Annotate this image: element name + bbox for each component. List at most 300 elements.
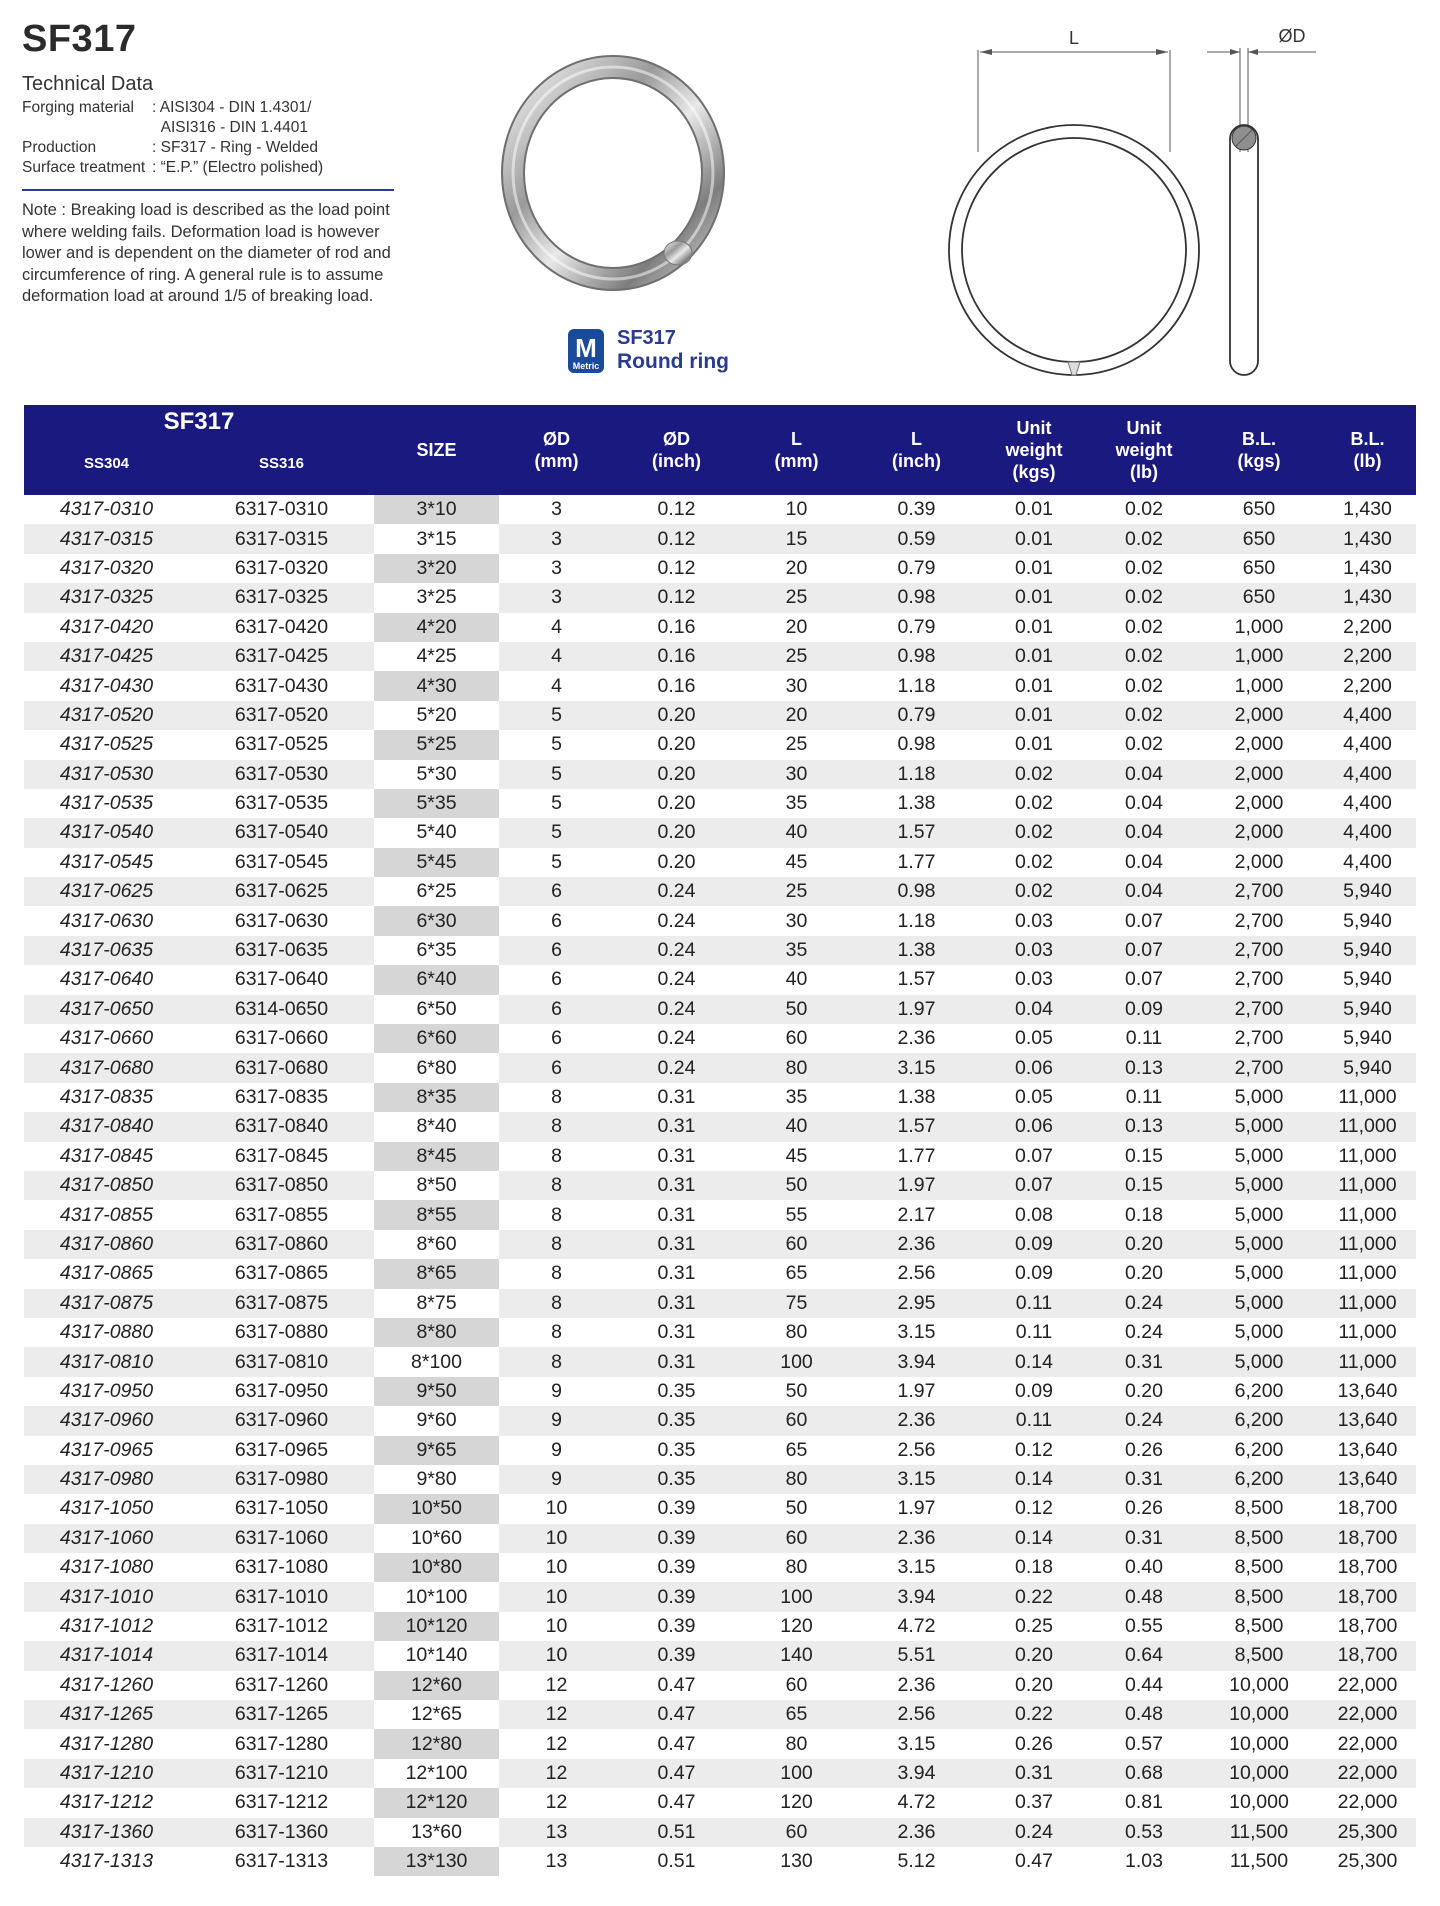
cell-size: 4*20: [374, 613, 499, 642]
cell-bl-lb: 5,940: [1319, 936, 1416, 965]
cell-l-mm: 25: [739, 730, 854, 759]
table-row: [24, 1053, 1416, 1082]
cell-l-inch: 1.18: [854, 671, 979, 700]
cell-l-inch: 3.15: [854, 1553, 979, 1582]
cell-d-inch: 0.31: [614, 1347, 739, 1376]
cell-bl-lb: 11,000: [1319, 1259, 1416, 1288]
cell-l-mm: 35: [739, 789, 854, 818]
cell-d-mm: 3: [499, 583, 614, 612]
table-row: [24, 1700, 1416, 1729]
cell-size: 12*60: [374, 1671, 499, 1700]
cell-bl-kgs: 650: [1199, 554, 1319, 583]
header-group-label: SF317: [163, 408, 235, 435]
cell-l-inch: 1.77: [854, 1142, 979, 1171]
table-row: [24, 1406, 1416, 1435]
cell-ss316-code: 6317-1260: [189, 1671, 374, 1700]
cell-weight-kgs: 0.01: [979, 671, 1089, 700]
cell-ss316-code: 6317-1280: [189, 1729, 374, 1758]
cell-size: 6*60: [374, 1024, 499, 1053]
cell-bl-lb: 2,200: [1319, 671, 1416, 700]
spec-value: AISI316 - DIN 1.4401: [152, 119, 308, 136]
cell-l-mm: 60: [739, 1524, 854, 1553]
cell-d-inch: 0.39: [614, 1553, 739, 1582]
cell-l-inch: 1.18: [854, 906, 979, 935]
table-row: [24, 1436, 1416, 1465]
cell-bl-kgs: 8,500: [1199, 1612, 1319, 1641]
cell-weight-lb: 0.04: [1089, 877, 1199, 906]
cell-l-mm: 30: [739, 760, 854, 789]
cell-weight-lb: 0.26: [1089, 1436, 1199, 1465]
cell-ss304-code: 4317-0540: [24, 818, 189, 847]
cell-bl-lb: 13,640: [1319, 1406, 1416, 1435]
cell-weight-kgs: 0.37: [979, 1788, 1089, 1817]
cell-size: 10*60: [374, 1524, 499, 1553]
cell-weight-lb: 0.07: [1089, 936, 1199, 965]
cell-ss304-code: 4317-0625: [24, 877, 189, 906]
cell-l-inch: 2.56: [854, 1259, 979, 1288]
cell-ss316-code: 6317-0325: [189, 583, 374, 612]
spec-value: : “E.P.” (Electro polished): [152, 159, 324, 176]
cell-bl-kgs: 2,700: [1199, 877, 1319, 906]
cell-d-inch: 0.35: [614, 1465, 739, 1494]
cell-l-inch: 1.57: [854, 965, 979, 994]
cell-ss316-code: 6317-0540: [189, 818, 374, 847]
cell-ss316-code: 6317-0980: [189, 1465, 374, 1494]
cell-d-mm: 12: [499, 1671, 614, 1700]
table-row: [24, 1347, 1416, 1376]
cell-bl-lb: 25,300: [1319, 1847, 1416, 1876]
cell-weight-kgs: 0.07: [979, 1142, 1089, 1171]
cell-ss316-code: 6317-0860: [189, 1230, 374, 1259]
cell-d-mm: 5: [499, 730, 614, 759]
cell-d-inch: 0.31: [614, 1200, 739, 1229]
cell-l-mm: 45: [739, 1142, 854, 1171]
cell-bl-kgs: 650: [1199, 495, 1319, 524]
cell-bl-kgs: 6,200: [1199, 1377, 1319, 1406]
cell-l-mm: 140: [739, 1641, 854, 1670]
cell-ss316-code: 6317-0625: [189, 877, 374, 906]
cell-weight-lb: 0.44: [1089, 1671, 1199, 1700]
cell-l-mm: 10: [739, 495, 854, 524]
cell-l-mm: 40: [739, 965, 854, 994]
table-row: [24, 1553, 1416, 1582]
spec-key: [22, 118, 152, 138]
cell-d-mm: 12: [499, 1729, 614, 1758]
cell-bl-kgs: 10,000: [1199, 1671, 1319, 1700]
table-row: [24, 1142, 1416, 1171]
cell-bl-kgs: 1,000: [1199, 642, 1319, 671]
cell-l-mm: 30: [739, 671, 854, 700]
cell-bl-lb: 4,400: [1319, 789, 1416, 818]
cell-ss304-code: 4317-0680: [24, 1053, 189, 1082]
cell-size: 12*120: [374, 1788, 499, 1817]
cell-ss304-code: 4317-0315: [24, 524, 189, 553]
cell-bl-kgs: 2,700: [1199, 906, 1319, 935]
table-row: [24, 495, 1416, 524]
cell-size: 4*25: [374, 642, 499, 671]
cell-ss316-code: 6317-0875: [189, 1289, 374, 1318]
cell-d-mm: 8: [499, 1318, 614, 1347]
cell-ss304-code: 4317-0850: [24, 1171, 189, 1200]
cell-weight-kgs: 0.05: [979, 1083, 1089, 1112]
cell-weight-kgs: 0.24: [979, 1818, 1089, 1847]
cell-d-inch: 0.31: [614, 1318, 739, 1347]
cell-d-inch: 0.12: [614, 524, 739, 553]
cell-l-inch: 0.98: [854, 730, 979, 759]
cell-bl-lb: 18,700: [1319, 1612, 1416, 1641]
cell-weight-lb: 0.20: [1089, 1259, 1199, 1288]
cell-weight-lb: 0.11: [1089, 1024, 1199, 1053]
cell-size: 5*20: [374, 701, 499, 730]
cell-size: 8*60: [374, 1230, 499, 1259]
spec-value: : AISI304 - DIN 1.4301/: [152, 99, 312, 116]
cell-size: 5*25: [374, 730, 499, 759]
cell-l-mm: 75: [739, 1289, 854, 1318]
cell-ss316-code: 6317-1014: [189, 1641, 374, 1670]
cell-d-mm: 12: [499, 1759, 614, 1788]
cell-bl-lb: 13,640: [1319, 1377, 1416, 1406]
cell-bl-kgs: 8,500: [1199, 1641, 1319, 1670]
cell-size: 8*55: [374, 1200, 499, 1229]
cell-weight-kgs: 0.09: [979, 1230, 1089, 1259]
cell-d-inch: 0.24: [614, 1053, 739, 1082]
cell-bl-kgs: 10,000: [1199, 1700, 1319, 1729]
cell-bl-kgs: 5,000: [1199, 1259, 1319, 1288]
cell-bl-kgs: 10,000: [1199, 1788, 1319, 1817]
cell-size: 8*40: [374, 1112, 499, 1141]
table-row: [24, 524, 1416, 553]
cell-bl-kgs: 2,000: [1199, 848, 1319, 877]
cell-size: 6*30: [374, 906, 499, 935]
cell-d-inch: 0.24: [614, 906, 739, 935]
table-row: [24, 1289, 1416, 1318]
cell-ss316-code: 6317-1080: [189, 1553, 374, 1582]
cell-bl-kgs: 11,500: [1199, 1818, 1319, 1847]
table-row: [24, 671, 1416, 700]
cell-l-mm: 100: [739, 1347, 854, 1376]
section-subtitle: Technical Data: [22, 73, 154, 95]
cell-bl-lb: 13,640: [1319, 1465, 1416, 1494]
cell-l-mm: 80: [739, 1553, 854, 1582]
cell-d-mm: 6: [499, 906, 614, 935]
cell-bl-lb: 22,000: [1319, 1759, 1416, 1788]
cell-ss316-code: 6317-0635: [189, 936, 374, 965]
cell-d-inch: 0.24: [614, 965, 739, 994]
cell-l-mm: 60: [739, 1406, 854, 1435]
spec-row: [22, 138, 323, 158]
cell-weight-kgs: 0.02: [979, 760, 1089, 789]
cell-bl-lb: 18,700: [1319, 1553, 1416, 1582]
cell-l-mm: 80: [739, 1729, 854, 1758]
cell-l-inch: 1.38: [854, 1083, 979, 1112]
table-row: [24, 1847, 1416, 1876]
cell-bl-kgs: 6,200: [1199, 1465, 1319, 1494]
cell-ss304-code: 4317-0650: [24, 995, 189, 1024]
cell-l-mm: 25: [739, 642, 854, 671]
cell-l-inch: 2.36: [854, 1230, 979, 1259]
cell-weight-lb: 0.48: [1089, 1582, 1199, 1611]
cell-ss316-code: 6317-1060: [189, 1524, 374, 1553]
cell-weight-kgs: 0.07: [979, 1171, 1089, 1200]
table-row: [24, 1818, 1416, 1847]
cell-d-inch: 0.20: [614, 818, 739, 847]
cell-bl-lb: 11,000: [1319, 1200, 1416, 1229]
cell-d-inch: 0.12: [614, 554, 739, 583]
table-row: [24, 1524, 1416, 1553]
cell-l-inch: 2.36: [854, 1818, 979, 1847]
cell-ss304-code: 4317-0845: [24, 1142, 189, 1171]
breaking-load-note: Note : Breaking load is described as the load point where welding fails. Deformation load is however lower and is dependent on the diameter of rod and circumference of ring. A general rule is to assume deformation load at around 1/5 of breaking load.: [22, 201, 391, 305]
cell-d-inch: 0.31: [614, 1289, 739, 1318]
cell-bl-kgs: 5,000: [1199, 1083, 1319, 1112]
cell-ss316-code: 6317-0865: [189, 1259, 374, 1288]
cell-weight-lb: 0.81: [1089, 1788, 1199, 1817]
cell-bl-kgs: 5,000: [1199, 1112, 1319, 1141]
cell-ss304-code: 4317-1280: [24, 1729, 189, 1758]
cell-weight-lb: 0.24: [1089, 1406, 1199, 1435]
cell-ss316-code: 6317-1210: [189, 1759, 374, 1788]
cell-bl-kgs: 2,000: [1199, 760, 1319, 789]
cell-ss316-code: 6317-0520: [189, 701, 374, 730]
cell-weight-lb: 0.31: [1089, 1347, 1199, 1376]
cell-ss316-code: 6317-1010: [189, 1582, 374, 1611]
header-size: SIZE: [374, 405, 499, 495]
spec-list: [22, 98, 323, 178]
cell-d-mm: 5: [499, 789, 614, 818]
table-row: [24, 613, 1416, 642]
cell-l-inch: 2.56: [854, 1700, 979, 1729]
cell-size: 5*45: [374, 848, 499, 877]
cell-weight-kgs: 0.01: [979, 554, 1089, 583]
cell-l-inch: 1.77: [854, 848, 979, 877]
cell-d-mm: 4: [499, 642, 614, 671]
cell-bl-kgs: 650: [1199, 524, 1319, 553]
cell-bl-kgs: 2,700: [1199, 1053, 1319, 1082]
cell-l-mm: 60: [739, 1230, 854, 1259]
cell-l-mm: 100: [739, 1582, 854, 1611]
cell-bl-kgs: 2,700: [1199, 995, 1319, 1024]
cell-d-inch: 0.20: [614, 701, 739, 730]
cell-weight-kgs: 0.02: [979, 877, 1089, 906]
metric-badge-icon: [568, 329, 604, 373]
cell-bl-lb: 11,000: [1319, 1112, 1416, 1141]
table-row: [24, 906, 1416, 935]
spec-table: [24, 405, 1416, 1876]
cell-size: 6*25: [374, 877, 499, 906]
cell-weight-lb: 0.13: [1089, 1053, 1199, 1082]
cell-weight-kgs: 0.01: [979, 701, 1089, 730]
cell-d-inch: 0.47: [614, 1729, 739, 1758]
cell-weight-lb: 0.04: [1089, 789, 1199, 818]
cell-d-inch: 0.16: [614, 642, 739, 671]
section-divider: [22, 189, 394, 191]
cell-weight-lb: 0.04: [1089, 818, 1199, 847]
cell-size: 9*80: [374, 1465, 499, 1494]
table-row: [24, 760, 1416, 789]
cell-weight-lb: 0.09: [1089, 995, 1199, 1024]
cell-bl-lb: 4,400: [1319, 818, 1416, 847]
dim-d-label: ØD: [1278, 26, 1306, 46]
cell-weight-lb: 0.18: [1089, 1200, 1199, 1229]
cell-weight-kgs: 0.05: [979, 1024, 1089, 1053]
cell-d-inch: 0.31: [614, 1230, 739, 1259]
cell-ss316-code: 6314-0650: [189, 995, 374, 1024]
cell-weight-lb: 0.02: [1089, 730, 1199, 759]
cell-weight-kgs: 0.03: [979, 936, 1089, 965]
cell-ss316-code: 6317-0855: [189, 1200, 374, 1229]
cell-d-inch: 0.35: [614, 1377, 739, 1406]
cell-d-mm: 8: [499, 1347, 614, 1376]
cell-d-mm: 6: [499, 1024, 614, 1053]
cell-d-inch: 0.39: [614, 1524, 739, 1553]
cell-ss304-code: 4317-1265: [24, 1700, 189, 1729]
cell-ss304-code: 4317-1080: [24, 1553, 189, 1582]
cell-bl-lb: 5,940: [1319, 995, 1416, 1024]
cell-size: 8*75: [374, 1289, 499, 1318]
cell-d-mm: 5: [499, 701, 614, 730]
table-row: [24, 1612, 1416, 1641]
cell-weight-kgs: 0.02: [979, 848, 1089, 877]
cell-d-mm: 6: [499, 965, 614, 994]
cell-d-mm: 3: [499, 495, 614, 524]
cell-l-inch: 2.36: [854, 1671, 979, 1700]
cell-weight-kgs: 0.11: [979, 1406, 1089, 1435]
cell-l-inch: 0.79: [854, 701, 979, 730]
cell-bl-lb: 4,400: [1319, 760, 1416, 789]
table-row: [24, 642, 1416, 671]
cell-ss304-code: 4317-1010: [24, 1582, 189, 1611]
cell-size: 10*80: [374, 1553, 499, 1582]
cell-d-mm: 10: [499, 1524, 614, 1553]
cell-ss304-code: 4317-0835: [24, 1083, 189, 1112]
product-code: SF317: [617, 327, 676, 349]
cell-bl-lb: 18,700: [1319, 1582, 1416, 1611]
badge-letter: M: [575, 333, 597, 363]
cell-bl-lb: 5,940: [1319, 965, 1416, 994]
cell-d-inch: 0.39: [614, 1612, 739, 1641]
cell-d-inch: 0.20: [614, 789, 739, 818]
cell-l-mm: 55: [739, 1200, 854, 1229]
cell-d-mm: 4: [499, 671, 614, 700]
table-row: [24, 1671, 1416, 1700]
cell-d-inch: 0.20: [614, 848, 739, 877]
spec-value: : SF317 - Ring - Welded: [152, 139, 318, 156]
cell-l-inch: 1.57: [854, 1112, 979, 1141]
cell-l-inch: 2.56: [854, 1436, 979, 1465]
spec-key: Production: [22, 139, 97, 156]
badge-sub: Metric: [572, 361, 600, 371]
cell-bl-kgs: 2,000: [1199, 818, 1319, 847]
cell-d-mm: 13: [499, 1847, 614, 1876]
cell-ss316-code: 6317-0425: [189, 642, 374, 671]
cell-l-mm: 130: [739, 1847, 854, 1876]
cell-size: 13*130: [374, 1847, 499, 1876]
table-body: [24, 495, 1416, 1876]
cell-size: 8*65: [374, 1259, 499, 1288]
cell-d-inch: 0.47: [614, 1788, 739, 1817]
cell-ss316-code: 6317-1313: [189, 1847, 374, 1876]
cell-bl-lb: 5,940: [1319, 1024, 1416, 1053]
cell-l-inch: 1.18: [854, 760, 979, 789]
table-row: [24, 1788, 1416, 1817]
cell-bl-kgs: 5,000: [1199, 1200, 1319, 1229]
cell-weight-kgs: 0.01: [979, 730, 1089, 759]
cell-bl-kgs: 8,500: [1199, 1524, 1319, 1553]
cell-ss316-code: 6317-0320: [189, 554, 374, 583]
cell-d-mm: 6: [499, 1053, 614, 1082]
table-row: [24, 1759, 1416, 1788]
cell-d-mm: 12: [499, 1700, 614, 1729]
header-l-mm: L (mm): [739, 405, 854, 495]
cell-weight-kgs: 0.31: [979, 1759, 1089, 1788]
cell-weight-lb: 0.07: [1089, 906, 1199, 935]
table-row: [24, 789, 1416, 818]
cell-weight-kgs: 0.14: [979, 1465, 1089, 1494]
cell-size: 12*100: [374, 1759, 499, 1788]
cell-d-mm: 9: [499, 1406, 614, 1435]
cell-weight-lb: 0.57: [1089, 1729, 1199, 1758]
cell-d-mm: 9: [499, 1436, 614, 1465]
cell-weight-kgs: 0.08: [979, 1200, 1089, 1229]
table-row: [24, 1259, 1416, 1288]
cell-bl-lb: 11,000: [1319, 1230, 1416, 1259]
cell-bl-kgs: 10,000: [1199, 1729, 1319, 1758]
cell-l-mm: 80: [739, 1053, 854, 1082]
cell-weight-lb: 0.02: [1089, 495, 1199, 524]
cell-d-inch: 0.20: [614, 760, 739, 789]
cell-weight-lb: 1.03: [1089, 1847, 1199, 1876]
cell-l-mm: 40: [739, 818, 854, 847]
cell-ss304-code: 4317-0840: [24, 1112, 189, 1141]
cell-weight-lb: 0.40: [1089, 1553, 1199, 1582]
cell-size: 5*30: [374, 760, 499, 789]
cell-ss304-code: 4317-0810: [24, 1347, 189, 1376]
cell-l-mm: 15: [739, 524, 854, 553]
cell-l-inch: 1.97: [854, 1377, 979, 1406]
cell-d-mm: 8: [499, 1083, 614, 1112]
cell-ss316-code: 6317-1050: [189, 1494, 374, 1523]
cell-weight-lb: 0.02: [1089, 613, 1199, 642]
cell-d-inch: 0.39: [614, 1494, 739, 1523]
cell-size: 8*50: [374, 1171, 499, 1200]
cell-weight-kgs: 0.11: [979, 1289, 1089, 1318]
cell-l-inch: 0.79: [854, 613, 979, 642]
cell-l-inch: 0.79: [854, 554, 979, 583]
cell-ss316-code: 6317-0545: [189, 848, 374, 877]
cell-bl-kgs: 2,700: [1199, 1024, 1319, 1053]
cell-weight-kgs: 0.04: [979, 995, 1089, 1024]
cell-d-inch: 0.24: [614, 1024, 739, 1053]
cell-ss316-code: 6317-0420: [189, 613, 374, 642]
cell-ss316-code: 6317-0430: [189, 671, 374, 700]
cell-size: 8*80: [374, 1318, 499, 1347]
cell-size: 13*60: [374, 1818, 499, 1847]
cell-ss304-code: 4317-1014: [24, 1641, 189, 1670]
cell-weight-lb: 0.24: [1089, 1318, 1199, 1347]
cell-d-mm: 5: [499, 760, 614, 789]
header-ss316: SS316: [258, 455, 305, 472]
cell-weight-lb: 0.20: [1089, 1230, 1199, 1259]
cell-d-mm: 9: [499, 1465, 614, 1494]
cell-ss304-code: 4317-0875: [24, 1289, 189, 1318]
cell-weight-kgs: 0.20: [979, 1671, 1089, 1700]
cell-weight-lb: 0.07: [1089, 965, 1199, 994]
cell-bl-kgs: 8,500: [1199, 1494, 1319, 1523]
cell-l-inch: 5.51: [854, 1641, 979, 1670]
cell-l-mm: 65: [739, 1259, 854, 1288]
cell-l-inch: 0.98: [854, 877, 979, 906]
table-row: [24, 1200, 1416, 1229]
